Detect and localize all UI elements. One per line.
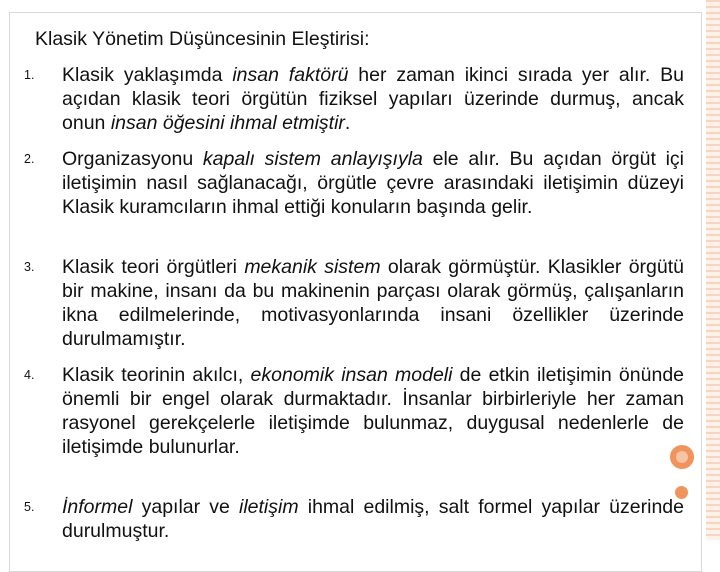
text-segment: ihmal edilmiş, salt formel yapılar üzerinde durulmuştur. bbox=[62, 496, 684, 542]
list-item bbox=[24, 147, 685, 219]
emphasized-text: kapalı sistem anlayışıyla bbox=[202, 148, 423, 170]
text-segment: yapılar ve bbox=[132, 496, 239, 518]
decorative-side-stripe bbox=[706, 0, 720, 540]
list-number: 4. bbox=[24, 368, 35, 382]
emphasized-text: insan öğesini ihmal etmiştir bbox=[110, 112, 345, 134]
list-item-text bbox=[62, 496, 684, 542]
list-item-text bbox=[62, 64, 684, 134]
slide-heading: Klasik Yönetim Düşüncesinin Eleştirisi: bbox=[35, 28, 370, 50]
list-number: 5. bbox=[24, 500, 35, 514]
text-segment: Klasik yaklaşımda bbox=[62, 64, 233, 86]
list-item-text bbox=[62, 256, 684, 350]
emphasized-text: insan faktörü bbox=[232, 64, 349, 86]
list-item bbox=[24, 255, 684, 351]
list-item bbox=[24, 363, 685, 459]
text-segment: Organizasyonu bbox=[62, 148, 203, 170]
text-segment: Klasik teorinin akılcı, bbox=[62, 364, 251, 386]
emphasized-text: iletişim bbox=[239, 496, 299, 518]
list-number: 1. bbox=[24, 68, 35, 82]
list-item-text bbox=[62, 364, 684, 458]
emphasized-text: ekonomik insan modeli bbox=[250, 364, 453, 386]
emphasized-text: İnformel bbox=[62, 496, 133, 518]
list-number: 2. bbox=[24, 152, 35, 166]
list-number: 3. bbox=[24, 260, 35, 274]
text-segment: ele alır. Bu açıdan örgüt içi iletişimin nasıl sağlanacağı, örgütle çevre arasındaki iletişimin düzeyi Klasik kuramcıların ihmal ettiği konuların başında gelir. bbox=[62, 148, 685, 218]
text-segment: olarak görmüştür. Klasikler örgütü bir makine, insanı da bu makinenin parçası olarak görmüş, çalışanların ikna edilmelerinde, motivasyonlarında insani özellikler üzerinde durulmamıştır. bbox=[62, 256, 684, 350]
list-item-text bbox=[62, 148, 684, 218]
text-segment: de etkin iletişimin önünde önemli bir engel olarak durmaktadır. İnsanlar birbirleriyle her zaman rasyonel gerekçelerle iletişimde bulunmaz, duygusal nedenlerle de iletişimde bulunurlar. bbox=[62, 364, 685, 458]
list-item bbox=[24, 63, 685, 135]
emphasized-text: mekanik sistem bbox=[244, 256, 381, 278]
text-segment: . bbox=[344, 112, 351, 134]
text-segment: her zaman ikinci sırada yer alır. Bu açıdan klasik teori örgütün fiziksel yapıları üzerinde durmuş, ancak onun bbox=[62, 64, 685, 134]
text-segment: Klasik teori örgütleri bbox=[62, 256, 245, 278]
list-item bbox=[24, 495, 684, 543]
